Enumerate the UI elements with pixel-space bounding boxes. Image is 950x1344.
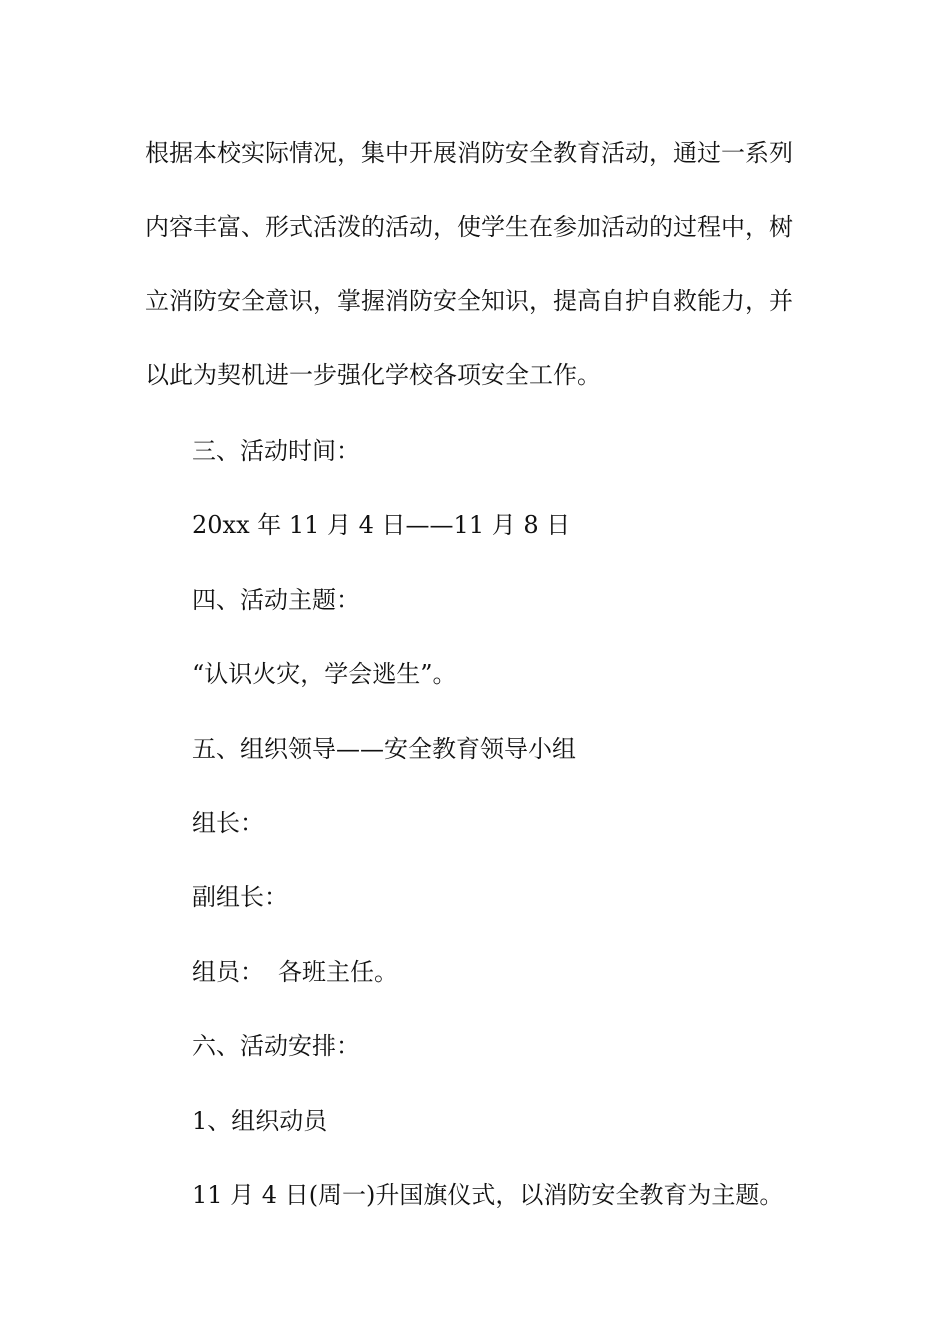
section-three-heading: 三、活动时间： [192, 437, 360, 465]
leader-label: 组长： [192, 809, 264, 837]
paragraph-line-3: 立消防安全意识，掌握消防安全知识，提高自护自救能力，并 [145, 287, 793, 315]
item-one-heading: 1、组织动员 [192, 1107, 328, 1135]
activity-theme: “认识火灾，学会逃生”。 [192, 660, 457, 688]
section-six-heading: 六、活动安排： [192, 1032, 360, 1060]
paragraph-line-2: 内容丰富、形式活泼的活动，使学生在参加活动的过程中，树 [145, 213, 793, 241]
members-value: 各班主任。 [278, 958, 398, 986]
activity-time: 20xx 年 11 月 4 日——11 月 8 日 [192, 511, 571, 539]
item-one-detail: 11 月 4 日(周一)升国旗仪式，以消防安全教育为主题。 [192, 1181, 784, 1209]
members-label: 组员： [192, 958, 264, 986]
deputy-leader-label: 副组长： [192, 883, 288, 911]
paragraph-line-1: 根据本校实际情况，集中开展消防安全教育活动，通过一系列 [145, 139, 793, 167]
members-line [192, 956, 872, 988]
section-five-heading: 五、组织领导——安全教育领导小组 [192, 735, 576, 763]
section-four-heading: 四、活动主题： [192, 586, 360, 614]
paragraph-line-4: 以此为契机进一步强化学校各项安全工作。 [145, 361, 601, 389]
